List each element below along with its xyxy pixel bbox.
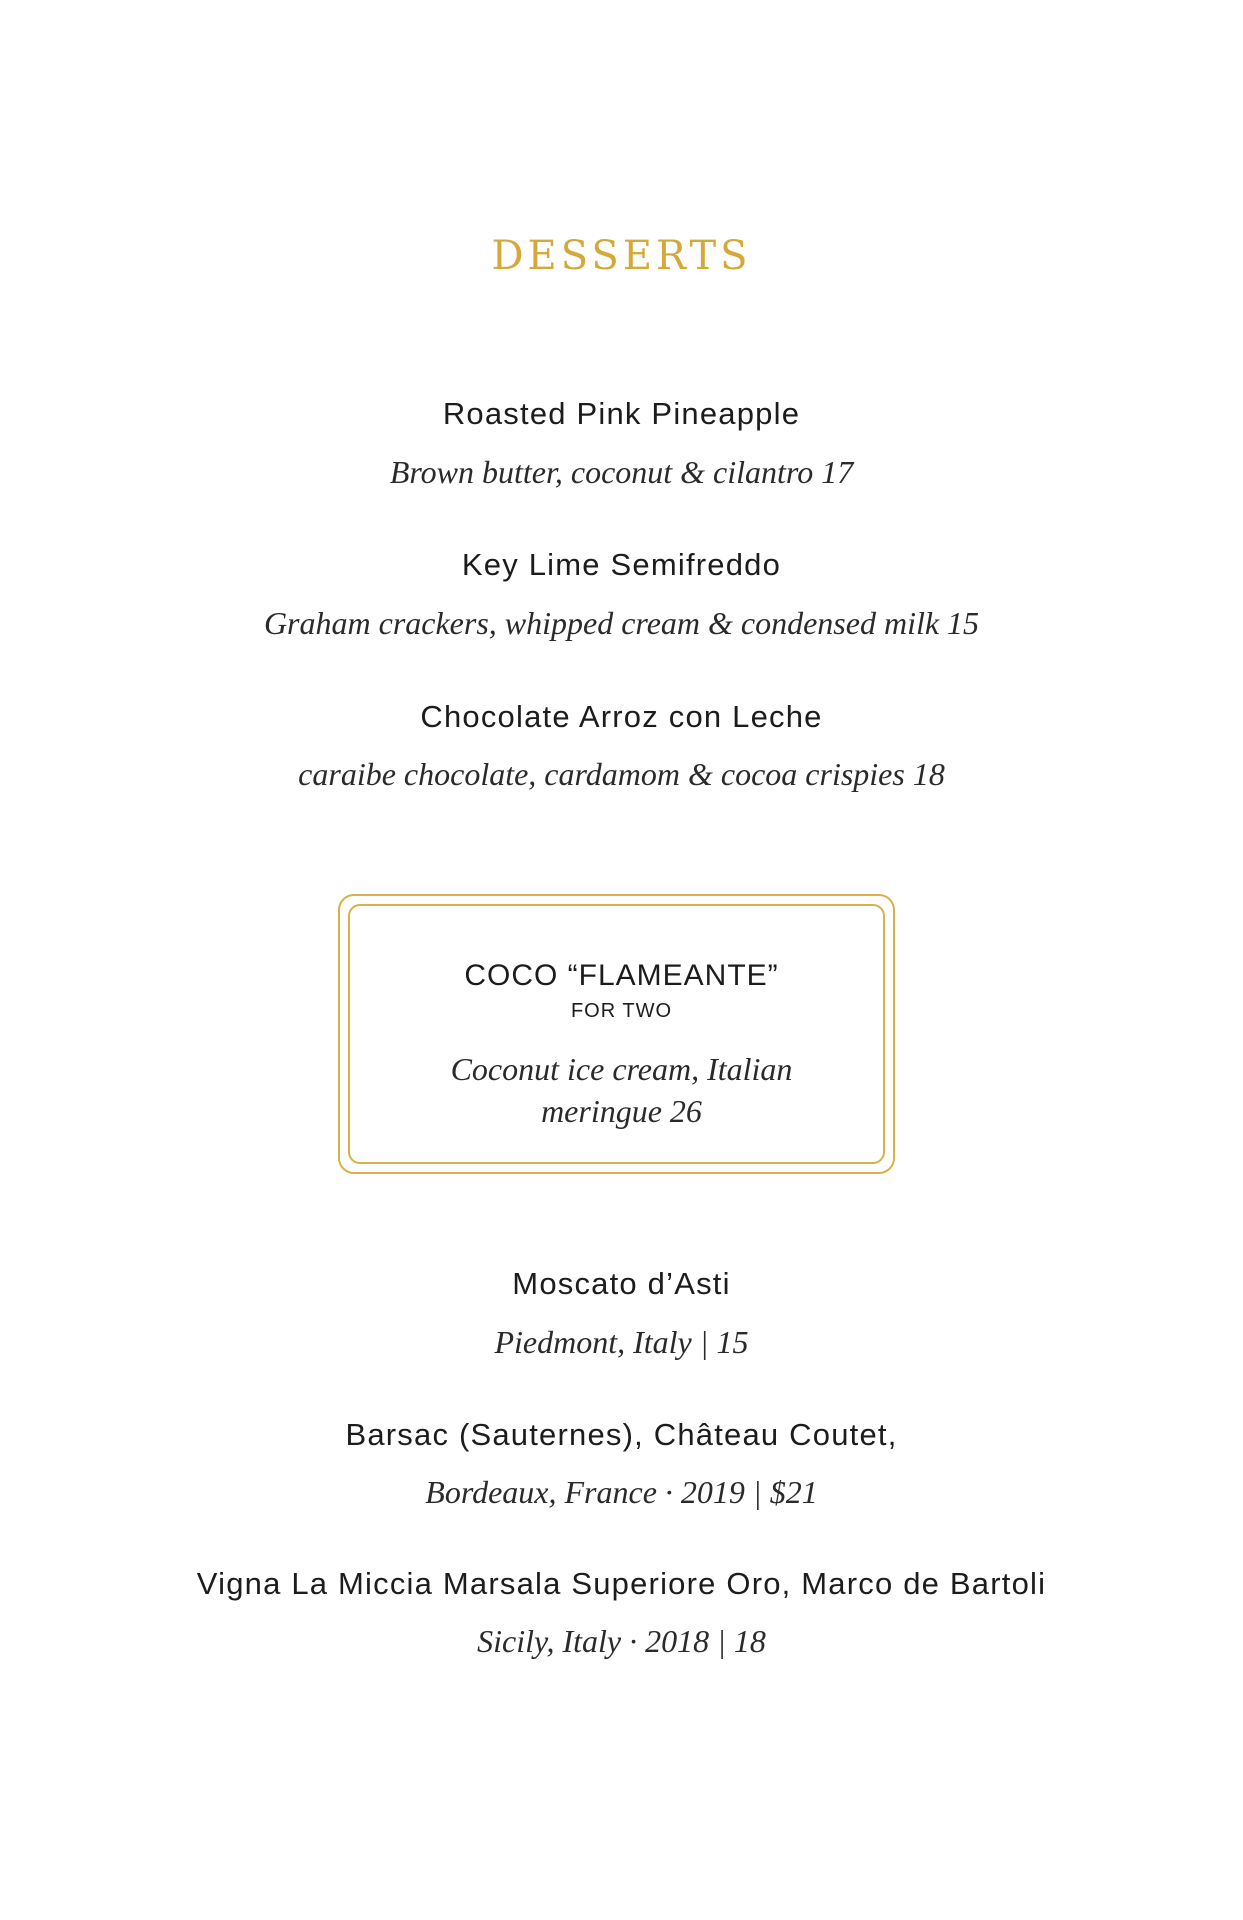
dessert-name: Roasted Pink Pineapple [442,396,801,431]
wine-name: Moscato d’Asti [512,1266,731,1301]
wine-description: Bordeaux, France · 2019 | $21 [425,1474,818,1510]
wine-description: Piedmont, Italy | 15 [494,1324,749,1360]
feature-description-line2: meringue 26 [541,1093,702,1129]
dessert-description: Graham crackers, whipped cream & condensed milk 15 [263,605,980,641]
wine-name: Vigna La Miccia Marsala Superiore Oro, Marco de Bartoli [196,1566,1047,1601]
wine-name: Barsac (Sauternes), Château Coutet, [345,1417,898,1452]
wine-description: Sicily, Italy · 2018 | 18 [477,1623,766,1659]
dessert-description: Brown butter, coconut & cilantro 17 [389,454,854,490]
menu-title: DESSERTS [491,233,752,279]
feature-subtitle: FOR TWO [570,1000,673,1022]
dessert-name: Chocolate Arroz con Leche [420,699,823,734]
feature-description-line1: Coconut ice cream, Italian [450,1051,793,1087]
dessert-description: caraibe chocolate, cardamom & cocoa crispies 18 [298,756,945,792]
dessert-name: Key Lime Semifreddo [461,547,782,582]
feature-name: COCO “FLAMEANTE” [464,959,779,992]
